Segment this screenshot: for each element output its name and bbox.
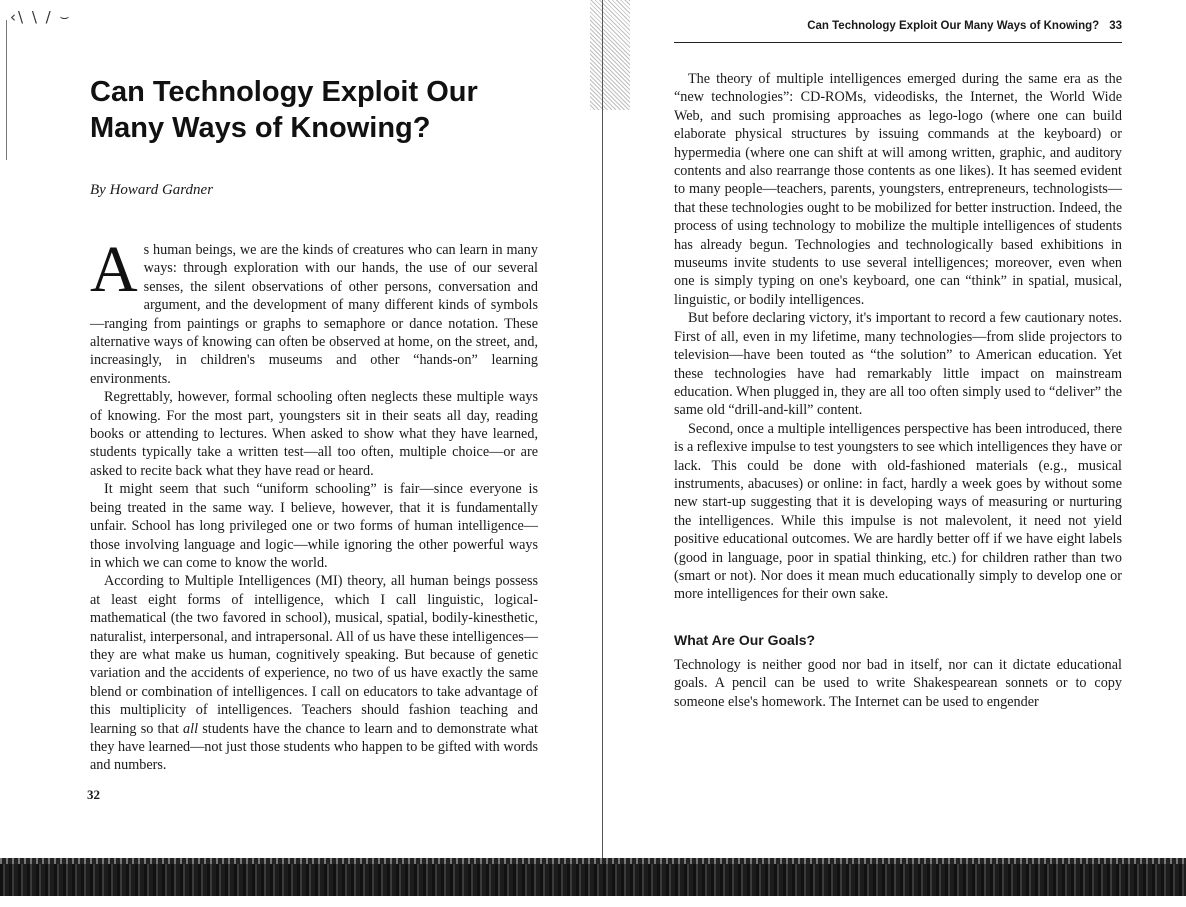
drop-cap: A — [90, 233, 138, 306]
paragraph-4 — [90, 572, 538, 774]
section-heading: What Are Our Goals? — [674, 631, 816, 648]
paragraph-1-text: s human beings, we are the kinds of creatures who can learn in many ways: through exploration with our hands, the use of our several senses, the silent observations of other persons, conversation and argument, and the development of many different kinds of symbols—ranging from paintings or graphs to semaphore or dance notation. These alternative ways of knowing can often be observed at home, on the street, and, increasingly, in children's museums and other “hands-on” learning environments. — [90, 242, 538, 387]
running-head — [674, 20, 1122, 43]
byline: By Howard Gardner — [90, 182, 214, 198]
left-page-number: 32 — [87, 787, 100, 802]
right-paragraph-3: Second, once a multiple intelligences perspective has been introduced, there is a reflexive impulse to test youngsters to see which intelligences they have or lack. This could be done with old-fashioned materials (e.g., musical instruments, abacuses) or online: in fact, hardly a week goes by without some new start-up suggesting that it is developing ways of measuring or nurturing the intelligences. While this impulse is not malevolent, it need not yield positive educational outcomes. We are hardly better off if we have eight labels (good in language, poor in spatial thinking, etc.) for children rather than two (smart or not). Nor does it mean much educationally simply to develop one or more intelligences for their own sake. — [674, 420, 1122, 603]
handwritten-corner-mark: ‹\ \ / ⌣ — [10, 8, 72, 26]
right-paragraph-2: But before declaring victory, it's important to record a few cautionary notes. First of all, even in my lifetime, many technologies—from slide projectors to television—have been touted as “the solution” to American education. Yet these technologies have had remarkably little impact on mainstream education. When plugged in, they are all too often simply used to “deliver” the same old “drill-and-kill” content. — [674, 310, 1122, 419]
title-line-1: Can Technology Exploit Our — [90, 76, 478, 108]
paragraph-3: It might seem that such “uniform schooling” is fair—since everyone is being treated in the same way. I believe, however, that it is fundamentally unfair. School has long privileged one or two forms of human intelligence—those involving language and logic—while ignoring the other powerful ways in which we can come to know the world. — [90, 481, 538, 571]
paragraph-4-text-b: students have the chance to learn and to demonstrate what they have learned—not just those students who happen to be gifted with words and numbers. — [90, 720, 538, 774]
right-page-body — [674, 70, 1122, 711]
paragraph-4-text-a: According to Multiple Intelligences (MI) theory, all human beings possess at least eight forms of intelligence, which I call linguistic, logical-mathematical (the two favored in school), musical, spatial, bodily-kinesthetic, naturalist, interpersonal, and intrapersonal. All of us have these intelligences—they are what make us human, cognitively speaking. But because of genetic variation and the accidents of experience, no two of us have exactly the same blend or combination of intelligences. I call on educators to take advantage of this multiplicity of intelligences. Teachers should fashion teaching and learning so that — [90, 573, 538, 737]
article-title — [90, 74, 538, 146]
right-paragraph-4: Technology is neither good nor bad in itself, nor can it dictate educational goals. A pencil can be used to write Shakespearean sonnets or to copy someone else's homework. The Internet can be used to engender — [674, 656, 1122, 710]
running-head-title: Can Technology Exploit Our Many Ways of Knowing? — [807, 20, 1100, 32]
left-page — [90, 70, 538, 775]
paragraph-2: Regrettably, however, formal schooling often neglects these multiple ways of knowing. For the most part, youngsters sit in their seats all day, reading books or attending to lectures. When asked to show what they have learned, students typically take a written test—all too often, multiple choice—or are asked to recite back what they have read or heard. — [90, 389, 538, 479]
gutter-shadow — [590, 0, 630, 110]
book-spine — [602, 0, 603, 860]
scanner-edge-band — [0, 858, 1186, 896]
emphasis-all: all — [183, 720, 199, 737]
right-page-number: 33 — [1109, 20, 1122, 32]
page-edge-line — [6, 20, 7, 160]
title-line-2: Many Ways of Knowing? — [90, 112, 431, 144]
right-page — [674, 20, 1122, 711]
paragraph-1 — [90, 233, 538, 388]
right-paragraph-1: The theory of multiple intelligences emerged during the same era as the “new technologies”: CD-ROMs, videodisks, the Internet, the World Wide Web, and such promising approaches as lego-logo (where one can build elaborate physical structures by issuing commands at the keyboard) or hypermedia (where one can shift at will among written, graphic, and auditory contents and also rearrange those contents as one likes). It has seemed evident to many people—teachers, parents, youngsters, entrepreneurs, technologists—that these technologies ought to be mobilized for better instruction. Indeed, the process of using technology to mobilize the multiple intelligences of students has already begun. Technologies and technologically based exhibitions in museums invite students to use several intelligences; moreover, even when one is simply typing on one's keyboard, one can “think” in spatial, musical, linguistic, or bodily intelligences. — [674, 71, 1122, 308]
